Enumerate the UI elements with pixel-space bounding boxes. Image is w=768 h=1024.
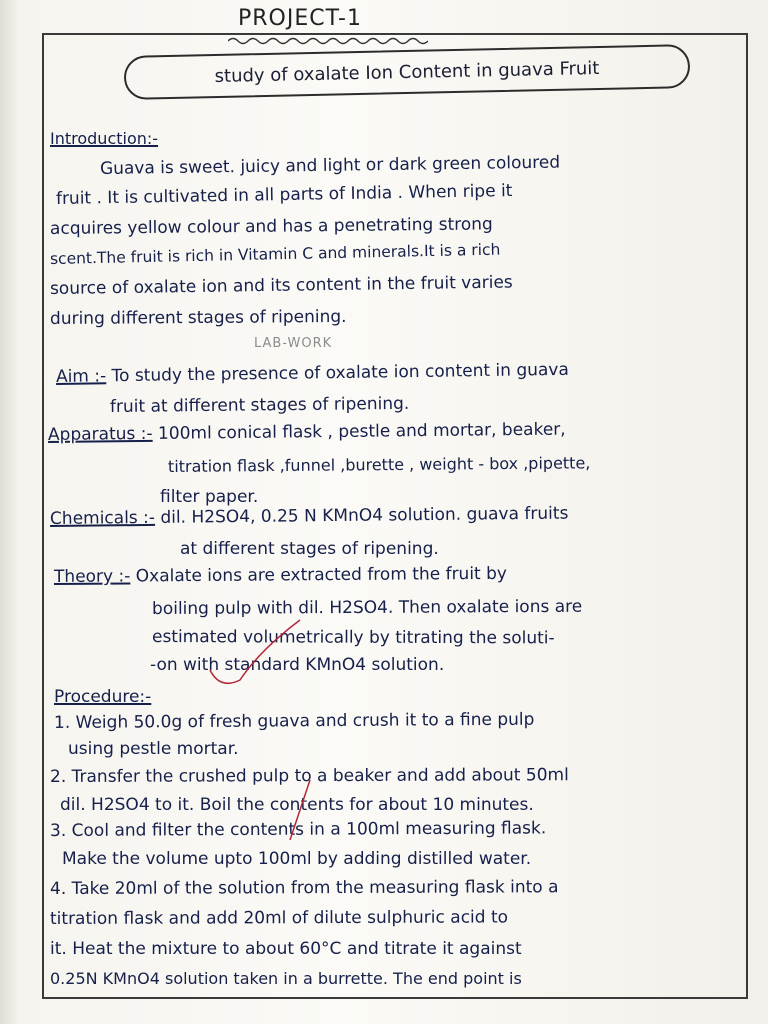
text-line: at different stages of ripening.	[180, 539, 439, 559]
red-pen-mark	[200, 610, 350, 850]
text-line: during different stages of ripening.	[49, 306, 347, 329]
text-line: fruit . It is cultivated in all parts of India . When ripe it	[55, 181, 513, 209]
text-line: dil. H2SO4 to it. Boil the contents for about 10 minutes.	[60, 795, 534, 815]
text-line: 1. Weigh 50.0g of fresh guava and crush it to a fine pulp	[53, 709, 535, 733]
text-line: titration flask and add 20ml of dilute sulphuric acid to	[49, 907, 509, 929]
topic-title: study of oxalate Ion Content in guava Fruit	[214, 57, 600, 87]
text-line: estimated volumetrically by titrating the soluti-	[151, 627, 555, 649]
theory-line	[54, 563, 507, 588]
text-line: titration flask ,funnel ,burette , weight - box ,pipette,	[167, 453, 591, 476]
project-title: PROJECT-1	[238, 6, 362, 31]
introduction-heading: Introduction:-	[50, 129, 159, 148]
theory-text: Oxalate ions are extracted from the fruit by	[130, 563, 508, 587]
lab-work-label: LAB-WORK	[254, 336, 333, 351]
text-line: boiling pulp with dil. H2SO4. Then oxalate ions are	[151, 596, 583, 619]
chemicals-label: Chemicals :-	[49, 507, 156, 529]
apparatus-label: Apparatus :-	[47, 423, 153, 445]
chemicals-text: dil. H2SO4, 0.25 N KMnO4 solution. guava fruits	[154, 503, 569, 528]
text-line: source of oxalate ion and its content in the fruit varies	[49, 272, 513, 299]
text-line: 3. Cool and filter the contents in a 100ml measuring flask.	[49, 818, 547, 841]
procedure-heading: Procedure:-	[54, 687, 152, 707]
apparatus-text: 100ml conical flask , pestle and mortar, beaker,	[152, 419, 566, 444]
text-line: 0.25N KMnO4 solution taken in a burrette. The end point is	[50, 969, 522, 988]
aim-text: To study the presence of oxalate ion content in guava	[106, 359, 569, 387]
text-line: -on with standard KMnO4 solution.	[150, 655, 445, 675]
text-line: fruit at different stages of ripening.	[109, 393, 410, 417]
text-line: using pestle mortar.	[68, 739, 239, 759]
text-line: Make the volume upto 100ml by adding distilled water.	[62, 849, 532, 869]
text-line: it. Heat the mixture to about 60°C and titrate it against	[50, 939, 522, 959]
text-line: scent.The fruit is rich in Vitamin C and minerals.It is a rich	[49, 240, 501, 268]
theory-label: Theory :-	[53, 566, 131, 587]
text-line: Guava is sweet. juicy and light or dark green coloured	[99, 152, 561, 179]
text-line: 2. Transfer the crushed pulp to a beaker and add about 50ml	[49, 765, 569, 787]
text-line: 4. Take 20ml of the solution from the measuring flask into a	[49, 877, 559, 899]
text-line: acquires yellow colour and has a penetrating strong	[49, 214, 493, 239]
text-line: filter paper.	[160, 487, 259, 507]
page-shadow	[0, 0, 20, 1024]
aim-label: Aim :-	[55, 366, 107, 387]
